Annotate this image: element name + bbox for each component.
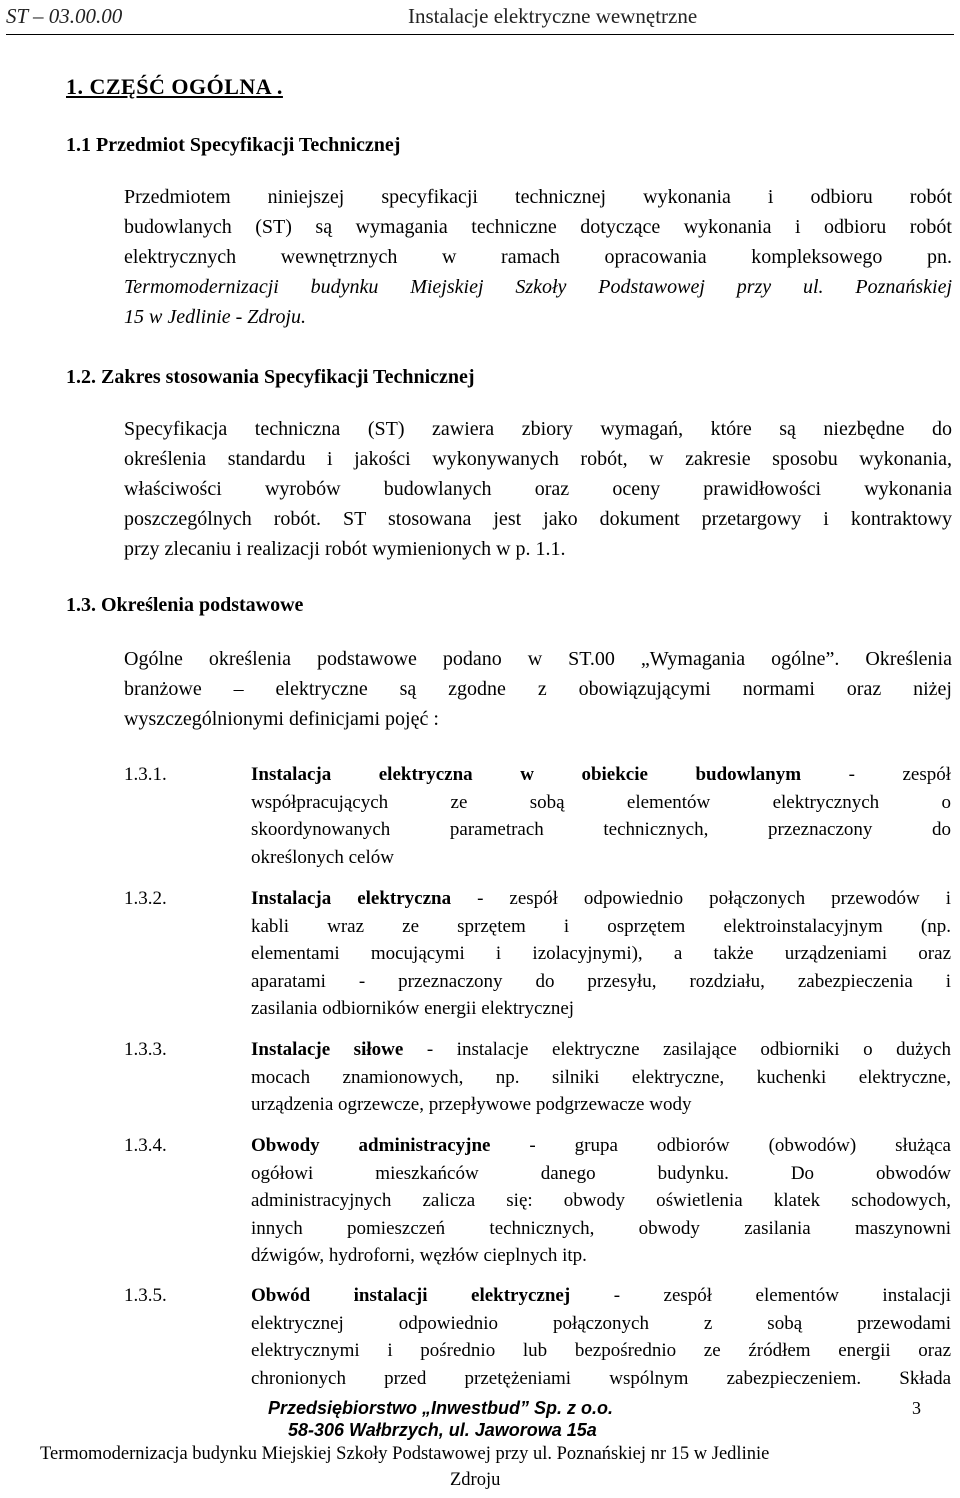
text-line: elektrycznymi i pośrednio lub bezpośrednio ze źródłem energii oraz [251, 1340, 951, 1361]
text-line: innych pomieszczeń technicznych, obwody zasilania maszynowni [251, 1217, 951, 1239]
text-line: współpracujących ze sobą elementów elektrycznych o [251, 791, 951, 813]
header-title: Instalacje elektryczne wewnętrzne [408, 4, 698, 28]
text-line [251, 1036, 951, 1064]
definition-term: Instalacja elektryczna [251, 888, 452, 909]
definition-number: 1.3.3. [124, 1039, 167, 1060]
text-line: właściwości wyrobów budowlanych oraz oceny prawidłowości wykonania [124, 478, 952, 500]
definition-number: 1.3.1. [124, 764, 167, 785]
definition-text: - zespół [801, 764, 951, 785]
text-line: skoordynowanych parametrach technicznych, przeznaczony do [251, 819, 951, 840]
text-line [251, 761, 951, 789]
text-line: zasilania odbiorników energii elektrycznej [251, 998, 575, 1019]
page-header [6, 4, 954, 35]
paragraph-1-2 [124, 414, 952, 564]
paragraph-1-1 [124, 182, 952, 332]
definition-text: - zespół elementów instalacji [570, 1285, 951, 1306]
text-line: urządzenia ogrzewcze, przepływowe podgrzewacze wody [251, 1094, 692, 1115]
definition-number: 1.3.5. [124, 1285, 167, 1306]
definition-term: Instalacja elektryczna w obiekcie budowlanym [251, 764, 802, 785]
section-title: 1. CZĘŚĆ OGÓLNA . [66, 74, 283, 99]
text-line: administracyjnych zalicza się: obwody oświetlenia klatek schodowych, [251, 1190, 951, 1211]
text-line [251, 1132, 951, 1160]
text-line: przy zlecaniu i realizacji robót wymienionych w p. 1.1. [124, 538, 566, 560]
footer-address: 58-306 Wałbrzych, ul. Jaworowa 15a [288, 1420, 597, 1440]
text-line: mocach znamionowych, np. silniki elektryczne, kuchenki elektryczne, [251, 1066, 951, 1088]
text-line: określonych celów [251, 846, 394, 868]
spec-code: ST – 03.00.00 [6, 4, 123, 28]
text-line: elektrycznych wewnętrznych w ramach opracowania kompleksowego pn. [124, 246, 952, 268]
definition-term: Obwód instalacji elektrycznej [251, 1285, 571, 1306]
footer-project: Termomodernizacja budynku Miejskiej Szkoły Podstawowej przy ul. Poznańskiej nr 15 w Jedlinie [40, 1444, 770, 1464]
text-line: ogółowi mieszkańców danego budynku. Do obwodów [251, 1162, 951, 1184]
text-line: branżowe – elektryczne są zgodne z obowiązującymi normami oraz niżej [124, 678, 952, 700]
heading-1-2: 1.2. Zakres stosowania Specyfikacji Technicznej [66, 366, 475, 388]
text-line: elektrycznej odpowiednio połączonych z sobą przewodami [251, 1312, 951, 1334]
text-line: kabli wraz ze sprzętem i osprzętem elektroinstalacyjnym (np. [251, 915, 951, 937]
text-line: Termomodernizacji budynku Miejskiej Szkoły Podstawowej przy ul. Poznańskiej [124, 276, 952, 298]
text-line: Ogólne określenia podstawowe podano w ST.00 „Wymagania ogólne”. Określenia [124, 648, 952, 670]
text-line [251, 885, 951, 913]
footer-project-cont: Zdroju [450, 1470, 501, 1490]
text-line: 15 w Jedlinie - Zdroju. [124, 306, 307, 328]
definition-number: 1.3.4. [124, 1135, 167, 1156]
text-line: wyszczególnionymi definicjami pojęć : [124, 708, 439, 730]
text-line: Specyfikacja techniczna (ST) zawiera zbiory wymagań, które są niezbędne do [124, 418, 952, 440]
text-line: dźwigów, hydroforni, węzłów cieplnych itp. [251, 1245, 587, 1266]
definition-term: Obwody administracyjne [251, 1135, 491, 1156]
definition-number: 1.3.2. [124, 888, 167, 909]
text-line: elementami mocującymi i izolacyjnymi), a także urządzeniami oraz [251, 943, 951, 964]
text-line: poszczególnych robót. ST stosowana jest jako dokument przetargowy i kontraktowy [124, 508, 952, 530]
page-number: 3 [912, 1398, 921, 1418]
text-line: Przedmiotem niniejszej specyfikacji technicznej wykonania i odbioru robót [124, 186, 952, 208]
definition-term: Instalacje siłowe [251, 1039, 404, 1060]
definition-text: - grupa odbiorów (obwodów) służąca [490, 1135, 951, 1156]
text-line: określenia standardu i jakości wykonywanych robót, w zakresie sposobu wykonania, [124, 448, 952, 470]
heading-1-3: 1.3. Określenia podstawowe [66, 594, 304, 616]
paragraph-1-3 [124, 644, 952, 734]
heading-1-1: 1.1 Przedmiot Specyfikacji Technicznej [66, 134, 401, 156]
text-line: aparatami - przeznaczony do przesyłu, rozdziału, zabezpieczenia i [251, 970, 951, 992]
definition-text: - instalacje elektryczne zasilające odbiorniki o dużych [403, 1039, 951, 1060]
footer-company: Przedsiębiorstwo „Inwestbud” Sp. z o.o. [268, 1398, 614, 1418]
definition-text: - zespół odpowiednio połączonych przewodów i [451, 888, 951, 909]
text-line [251, 1282, 951, 1310]
text-line: chronionych przed przetężeniami wspólnym zabezpieczeniem. Składa [251, 1367, 951, 1389]
text-line: budowlanych (ST) są wymagania techniczne dotyczące wykonania i odbioru robót [124, 216, 952, 238]
